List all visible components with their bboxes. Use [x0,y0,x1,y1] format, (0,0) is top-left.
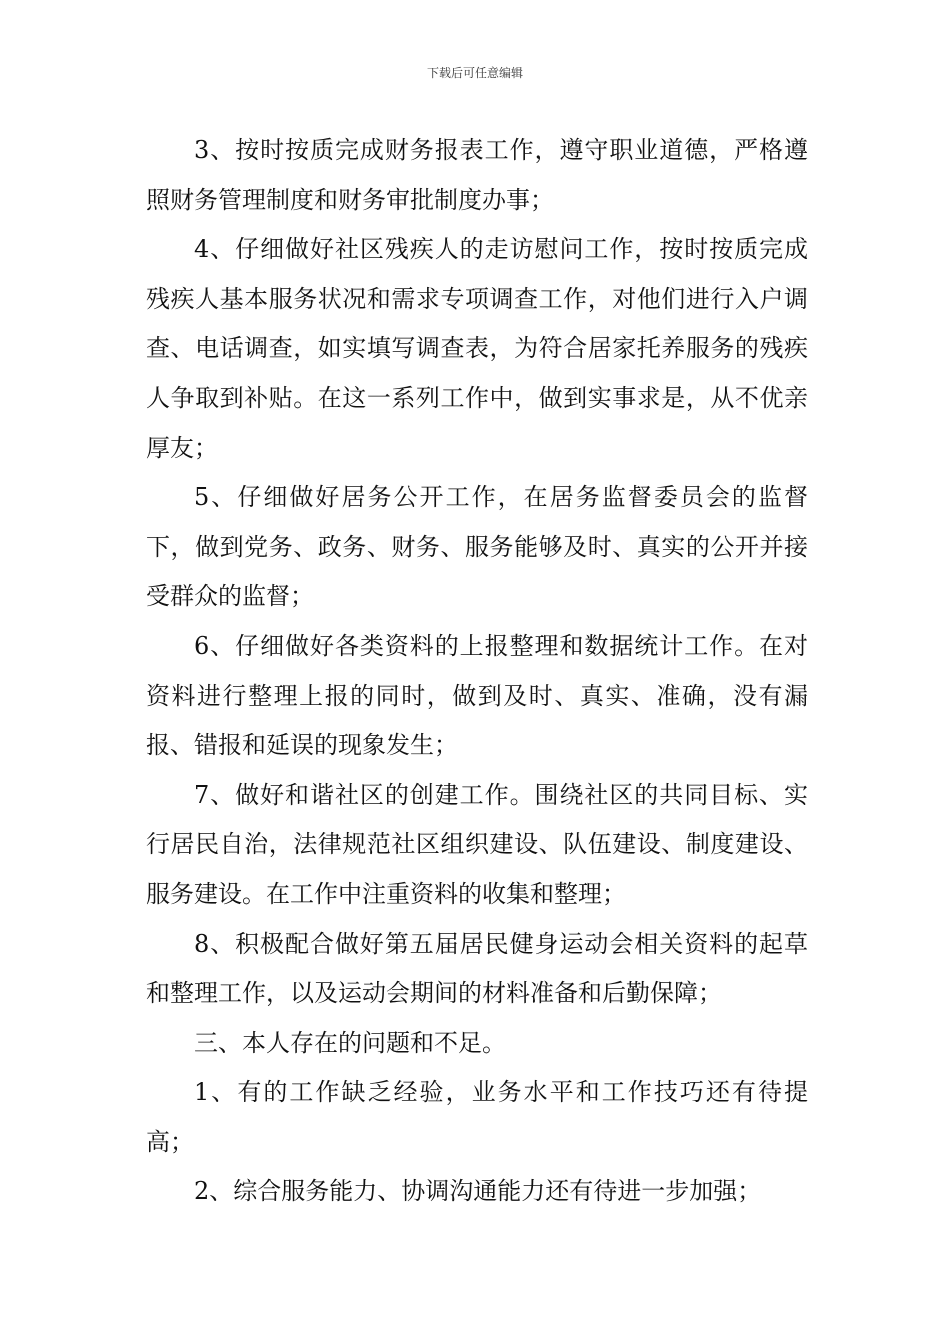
paragraph-item-6: 6、仔细做好各类资料的上报整理和数据统计工作。在对资料进行整理上报的同时，做到及时、真实、准确，没有漏报、错报和延误的现象发生； [146,631,808,760]
document-body [146,126,808,1217]
paragraph-item-3: 3、按时按质完成财务报表工作，遵守职业道德，严格遵照财务管理制度和财务审批制度办事； [146,136,808,214]
paragraph-item-4: 4、仔细做好社区残疾人的走访慰问工作，按时按质完成残疾人基本服务状况和需求专项调查工作，对他们进行入户调查、电话调查，如实填写调查表，为符合居家托养服务的残疾人争取到补贴。在这一系列工作中，做到实事求是，从不优亲厚友； [146,235,808,462]
section-heading-problems: 三、本人存在的问题和不足。 [194,1028,506,1057]
problem-item-2: 2、综合服务能力、协调沟通能力还有待进一步加强； [194,1177,762,1206]
paragraph-item-7: 7、做好和谐社区的创建工作。围绕社区的共同目标、实行居民自治，法律规范社区组织建设、队伍建设、制度建设、服务建设。在工作中注重资料的收集和整理； [146,780,808,908]
problem-item-1: 1、有的工作缺乏经验，业务水平和工作技巧还有待提高； [146,1078,808,1156]
page-header-note: 下载后可任意编辑 [426,66,523,80]
paragraph-item-5: 5、仔细做好居务公开工作，在居务监督委员会的监督下，做到党务、政务、财务、服务能够及时、真实的公开并接受群众的监督； [146,483,808,611]
paragraph-item-8: 8、积极配合做好第五届居民健身运动会相关资料的起草和整理工作，以及运动会期间的材料准备和后勤保障； [146,929,808,1008]
